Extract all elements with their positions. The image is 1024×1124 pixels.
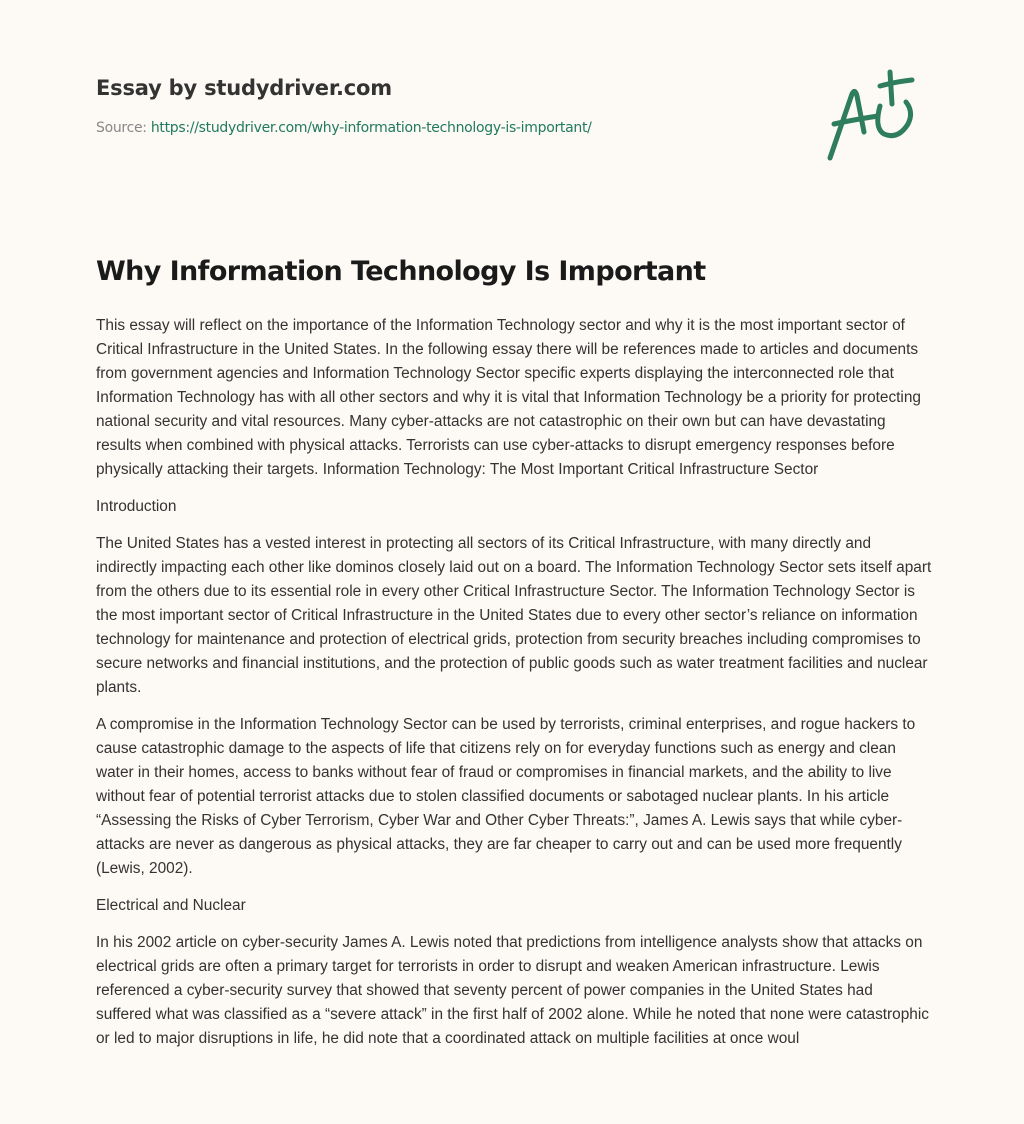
essay-paragraph: This essay will reflect on the importance of the Information Technology sector and why it is the most important sector of Critical Infrastructure in the United States. In the following essay there will be references made to articles and documents from government agencies and Information Technology Sector specific experts displaying the interconnected role that Information Technology has with all other sectors and why it is vital that Information Technology be a priority for protecting national security and vital resources. Many cyber-attacks are not catastrophic on their own but can have devastating results when combined with physical attacks. Terrorists can use cyber-attacks to disrupt emergency responses before physically attacking their targets. Information Technology: The Most Important Critical Infrastructure Sector	[96, 317, 921, 478]
essay-title: Why Information Technology Is Important	[96, 256, 706, 287]
source-link[interactable]: https://studydriver.com/why-information-technology-is-important/	[150, 120, 592, 136]
essay-paragraph: In his 2002 article on cyber-security James A. Lewis noted that predictions from intelligence analysts show that attacks on electrical grids are often a primary target for terrorists in order to disrupt and weaken American infrastructure. Lewis referenced a cyber-security survey that showed that seventy percent of power companies in the United States had suffered what was classified as a “severe attack” in the first half of 2002 alone. While he noted that none were catastrophic or led to major disruptions in life, he did note that a coordinated attack on multiple facilities at once woul	[96, 934, 929, 1047]
source-label: Source:	[96, 120, 151, 136]
section-heading-introduction: Introduction	[96, 498, 177, 515]
essay-body	[96, 314, 932, 1064]
a-plus-grade-icon	[822, 66, 932, 166]
essay-paragraph: A compromise in the Information Technology Sector can be used by terrorists, criminal enterprises, and rogue hackers to cause catastrophic damage to the aspects of life that citizens rely on for everyday functions such as energy and clean water in their homes, access to banks without fear of fraud or compromises in financial markets, and the ability to live without fear of potential terrorist attacks due to stolen classified documents or sabotaged nuclear plants. In his article “Assessing the Risks of Cyber Terrorism, Cyber War and Other Cyber Threats:”, James A. Lewis says that while cyber-attacks are never as dangerous as physical attacks, they are far cheaper to carry out and can be used more frequently (Lewis, 2002).	[96, 716, 916, 877]
source-line	[96, 120, 592, 136]
section-heading-electrical-nuclear: Electrical and Nuclear	[96, 897, 246, 914]
page-header	[96, 76, 592, 136]
essay-paragraph: The United States has a vested interest in protecting all sectors of its Critical Infrastructure, with many directly and indirectly impacting each other like dominos closely laid out on a board. The Information Technology Sector sets itself apart from the others due to its essential role in every other Critical Infrastructure Sector. The Information Technology Sector is the most important sector of Critical Infrastructure in the United States due to every other sector’s reliance on information technology for maintenance and protection of electrical grids, protection from security breaches including compromises to secure networks and financial institutions, and the protection of public goods such as water treatment facilities and nuclear plants.	[96, 535, 932, 696]
site-title: Essay by studydriver.com	[96, 76, 392, 100]
